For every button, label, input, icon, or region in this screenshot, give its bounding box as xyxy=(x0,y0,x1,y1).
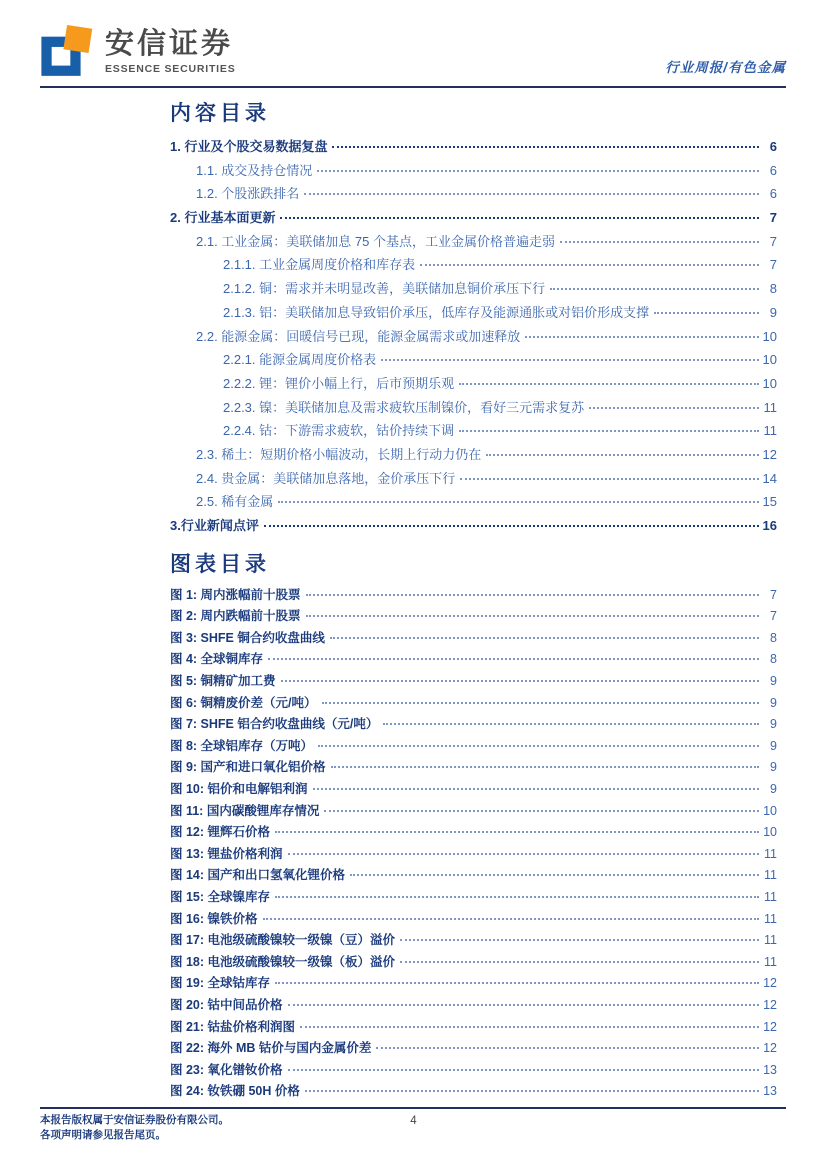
toc-entry-label: 图 15: 全球镍库存 xyxy=(170,890,271,904)
figure-toc-entry[interactable] xyxy=(170,1038,777,1060)
toc-entry-label: 图 24: 钕铁硼 50H 价格 xyxy=(170,1084,300,1099)
toc-entry-label: 2.2.2. 锂：锂价小幅上行，后市预期乐观 xyxy=(223,375,455,391)
toc-entry-label: 图 21: 钴盐价格利润图 xyxy=(170,1019,296,1034)
toc-entry-page: 12 xyxy=(763,976,777,991)
dot-leader xyxy=(263,918,759,920)
toc-entry-page: 12 xyxy=(763,1019,777,1034)
dot-leader xyxy=(288,1004,759,1006)
toc-entry-label: 图 11: 国内碳酸锂库存情况 xyxy=(170,803,320,818)
dot-leader xyxy=(324,810,759,812)
dot-leader xyxy=(459,430,759,432)
toc-entry-label: 图 19: 全球钴库存 xyxy=(170,976,271,991)
toc-entry-page: 11 xyxy=(763,399,777,415)
toc-entry-label: 2.1.1. 工业金属周度价格和库存表 xyxy=(223,257,416,273)
figures-list xyxy=(170,585,777,1103)
toc-entry-page: 6 xyxy=(769,186,777,202)
dot-leader xyxy=(654,312,759,314)
toc-entry-page: 9 xyxy=(770,674,777,689)
figure-toc-entry[interactable] xyxy=(170,1060,777,1082)
toc-main xyxy=(170,103,777,1103)
dot-leader xyxy=(275,831,759,833)
toc-entry-page: 13 xyxy=(763,1084,777,1099)
toc-entry-page: 8 xyxy=(770,630,777,645)
dot-leader xyxy=(318,745,759,747)
dot-leader xyxy=(525,336,759,338)
dot-leader xyxy=(331,766,759,768)
dot-leader xyxy=(381,359,759,361)
toc-entry-page: 7 xyxy=(770,587,777,602)
dot-leader xyxy=(275,896,759,898)
toc-entry-label: 图 13: 锂盐价格利润 xyxy=(170,846,283,861)
brand-block xyxy=(40,24,236,82)
content-toc-entry[interactable] xyxy=(170,278,777,302)
figure-toc-entry[interactable] xyxy=(170,952,777,974)
toc-entry-label: 2.5. 稀有金属 xyxy=(196,494,274,510)
dot-leader xyxy=(288,853,759,855)
disclaimer-line-2: 各项声明请参见报告尾页。 xyxy=(40,1129,166,1141)
toc-entry-label: 图 7: SHFE 铝合约收盘曲线（元/吨） xyxy=(170,717,379,732)
toc-entry-label: 图 3: SHFE 铜合约收盘曲线 xyxy=(170,630,325,645)
toc-entry-page: 11 xyxy=(764,954,777,969)
content-toc-entry[interactable] xyxy=(170,254,777,278)
toc-entry-page: 14 xyxy=(762,470,777,486)
toc-entry-page: 12 xyxy=(763,997,777,1012)
toc-entry-page: 8 xyxy=(769,281,777,297)
toc-entry-label: 2.3. 稀土：短期价格小幅波动，长期上行动力仍在 xyxy=(196,446,482,462)
toc-entry-page: 11 xyxy=(764,933,777,948)
toc-entry-label: 2.1. 工业金属：美联储加息 75 个基点，工业金属价格普遍走弱 xyxy=(196,233,555,249)
toc-entry-page: 9 xyxy=(770,782,777,797)
figure-toc-entry[interactable] xyxy=(170,736,777,758)
toc-entry-label: 图 14: 国产和出口氢氧化锂价格 xyxy=(170,868,346,883)
toc-entry-label: 图 6: 铜精废价差（元/吨） xyxy=(170,695,317,710)
content-toc-entry[interactable] xyxy=(170,302,777,326)
dot-leader xyxy=(322,702,759,704)
dot-leader xyxy=(400,961,759,963)
dot-leader xyxy=(460,478,759,480)
figure-toc-entry[interactable] xyxy=(170,757,777,779)
dot-leader xyxy=(350,874,759,876)
figure-toc-entry[interactable] xyxy=(170,693,777,715)
content-toc-entry[interactable] xyxy=(170,420,777,444)
dot-leader xyxy=(280,217,759,219)
content-toc-entry[interactable] xyxy=(170,231,777,255)
figure-toc-entry[interactable] xyxy=(170,649,777,671)
toc-entry-label: 1.2. 个股涨跌排名 xyxy=(196,186,300,202)
dot-leader xyxy=(383,723,759,725)
figure-toc-entry[interactable] xyxy=(170,930,777,952)
dot-leader xyxy=(306,615,759,617)
toc-entry-label: 2. 行业基本面更新 xyxy=(170,210,276,226)
dot-leader xyxy=(275,982,759,984)
figure-toc-entry[interactable] xyxy=(170,606,777,628)
toc-entry-page: 9 xyxy=(770,717,777,732)
toc-entry-page: 7 xyxy=(769,233,777,249)
toc-entry-label: 2.2.1. 能源金属周度价格表 xyxy=(223,352,377,368)
toc-entry-page: 6 xyxy=(769,139,777,154)
toc-entry-page: 10 xyxy=(763,825,777,840)
dot-leader xyxy=(300,1026,759,1028)
contents-list xyxy=(170,136,777,539)
content-toc-entry[interactable] xyxy=(170,444,777,468)
figure-toc-entry[interactable] xyxy=(170,1081,777,1103)
toc-entry-label: 图 1: 周内涨幅前十股票 xyxy=(170,587,301,602)
toc-entry-label: 3.行业新闻点评 xyxy=(170,518,259,533)
toc-entry-label: 2.2.3. 镍：美联储加息及需求疲软压制镍价，看好三元需求复苏 xyxy=(223,399,585,415)
content-toc-entry[interactable] xyxy=(170,326,777,350)
toc-entry-page: 12 xyxy=(763,1041,777,1056)
dot-leader xyxy=(550,288,759,290)
toc-entry-page: 15 xyxy=(762,494,777,510)
dot-leader xyxy=(306,594,759,596)
figure-toc-entry[interactable] xyxy=(170,801,777,823)
dot-leader xyxy=(560,241,759,243)
dot-leader xyxy=(264,525,759,527)
toc-entry-label: 图 12: 锂辉石价格 xyxy=(170,825,271,840)
toc-entry-label: 图 16: 镍铁价格 xyxy=(170,911,258,926)
dot-leader xyxy=(268,658,759,660)
dot-leader xyxy=(313,788,759,790)
figure-toc-entry[interactable] xyxy=(170,865,777,887)
toc-entry-label: 图 5: 铜精矿加工费 xyxy=(170,674,276,689)
toc-entry-page: 10 xyxy=(762,328,777,344)
figure-toc-entry[interactable] xyxy=(170,628,777,650)
toc-entry-label: 2.2. 能源金属：回暖信号已现，能源金属需求或加速释放 xyxy=(196,328,521,344)
header-divider xyxy=(40,86,786,88)
figure-toc-entry[interactable] xyxy=(170,887,777,909)
toc-entry-page: 11 xyxy=(764,911,777,926)
figure-toc-entry[interactable] xyxy=(170,844,777,866)
figure-toc-entry[interactable] xyxy=(170,714,777,736)
figures-title: 图表目录 xyxy=(170,552,270,576)
dot-leader xyxy=(304,193,759,195)
figure-toc-entry[interactable] xyxy=(170,779,777,801)
dot-leader xyxy=(330,637,759,639)
figure-toc-entry[interactable] xyxy=(170,585,777,607)
toc-entry-page: 6 xyxy=(769,162,777,178)
toc-entry-page: 9 xyxy=(770,760,777,775)
toc-entry-page: 11 xyxy=(764,890,777,904)
toc-entry-label: 图 10: 铝价和电解铝利润 xyxy=(170,782,308,797)
disclaimer-line-1: 本报告版权属于安信证券股份有限公司。 xyxy=(40,1114,229,1126)
toc-entry-label: 2.1.3. 铝：美联储加息导致铝价承压，低库存及能源通胀或对铝价形成支撑 xyxy=(223,304,650,320)
toc-entry-page: 9 xyxy=(770,695,777,710)
toc-entry-page: 13 xyxy=(763,1062,777,1077)
content-toc-entry[interactable] xyxy=(170,515,777,539)
essence-securities-logo-icon xyxy=(40,24,96,82)
toc-entry-page: 9 xyxy=(770,738,777,753)
toc-entry-label: 1. 行业及个股交易数据复盘 xyxy=(170,139,328,154)
content-toc-entry[interactable] xyxy=(170,207,777,231)
footer-divider xyxy=(40,1107,786,1109)
dot-leader xyxy=(420,264,759,266)
toc-entry-label: 图 2: 周内跌幅前十股票 xyxy=(170,609,301,624)
dot-leader xyxy=(288,1069,759,1071)
brand-name-cn: 安信证券 xyxy=(105,28,234,60)
toc-entry-page: 7 xyxy=(770,609,777,624)
toc-entry-label: 图 4: 全球铜库存 xyxy=(170,652,264,667)
dot-leader xyxy=(459,383,759,385)
content-toc-entry[interactable] xyxy=(170,183,777,207)
toc-entry-label: 2.1.2. 铜：需求并未明显改善，美联储加息铜价承压下行 xyxy=(223,281,546,297)
toc-entry-label: 图 9: 国产和进口氧化铝价格 xyxy=(170,760,326,775)
toc-entry-label: 1.1. 成交及持仓情况 xyxy=(196,162,313,178)
toc-entry-page: 7 xyxy=(769,210,777,226)
toc-entry-page: 10 xyxy=(762,352,777,368)
dot-leader xyxy=(317,170,759,172)
contents-title: 内容目录 xyxy=(170,102,270,125)
toc-entry-page: 7 xyxy=(769,257,777,273)
toc-entry-label: 图 17: 电池级硫酸镍较一级镍（豆）溢价 xyxy=(170,933,396,948)
toc-entry-page: 8 xyxy=(770,652,777,667)
content-toc-entry[interactable] xyxy=(170,373,777,397)
content-toc-entry[interactable] xyxy=(170,468,777,492)
toc-entry-page: 12 xyxy=(762,446,777,462)
figure-toc-entry[interactable] xyxy=(170,909,777,931)
dot-leader xyxy=(281,680,759,682)
dot-leader xyxy=(400,939,759,941)
toc-entry-label: 图 23: 氧化镨钕价格 xyxy=(170,1062,283,1077)
content-toc-entry[interactable] xyxy=(170,349,777,373)
brand-text xyxy=(105,24,236,75)
toc-entry-page: 10 xyxy=(762,375,777,391)
report-type-label: 行业周报/有色金属 xyxy=(665,60,786,75)
toc-entry-page: 10 xyxy=(763,803,777,818)
toc-entry-label: 图 8: 全球铝库存（万吨） xyxy=(170,738,314,753)
toc-entry-label: 图 20: 钴中间品价格 xyxy=(170,997,283,1012)
content-toc-entry[interactable] xyxy=(170,397,777,421)
figure-toc-entry[interactable] xyxy=(170,973,777,995)
figure-toc-entry[interactable] xyxy=(170,822,777,844)
toc-entry-label: 图 22: 海外 MB 钴价与国内金属价差 xyxy=(170,1041,372,1056)
dot-leader xyxy=(376,1047,759,1049)
dot-leader xyxy=(305,1090,759,1092)
page-number: 4 xyxy=(410,1115,417,1127)
figure-toc-entry[interactable] xyxy=(170,671,777,693)
toc-entry-page: 11 xyxy=(764,868,777,883)
toc-entry-label: 2.4. 贵金属：美联储加息落地，金价承压下行 xyxy=(196,470,456,486)
toc-entry-label: 2.2.4. 钴：下游需求疲软，钴价持续下调 xyxy=(223,423,455,439)
dot-leader xyxy=(278,501,759,503)
content-toc-entry[interactable] xyxy=(170,491,777,515)
toc-entry-page: 11 xyxy=(764,846,777,861)
figure-toc-entry[interactable] xyxy=(170,995,777,1017)
dot-leader xyxy=(486,454,759,456)
figure-toc-entry[interactable] xyxy=(170,1017,777,1039)
toc-entry-label: 图 18: 电池级硫酸镍较一级镍（板）溢价 xyxy=(170,954,396,969)
toc-entry-page: 11 xyxy=(763,423,777,439)
dot-leader xyxy=(589,407,759,409)
toc-entry-page: 16 xyxy=(762,518,777,533)
dot-leader xyxy=(332,146,759,148)
toc-entry-page: 9 xyxy=(769,304,777,320)
brand-name-en: ESSENCE SECURITIES xyxy=(105,63,236,75)
content-toc-entry[interactable] xyxy=(170,136,777,160)
content-toc-entry[interactable] xyxy=(170,160,777,184)
